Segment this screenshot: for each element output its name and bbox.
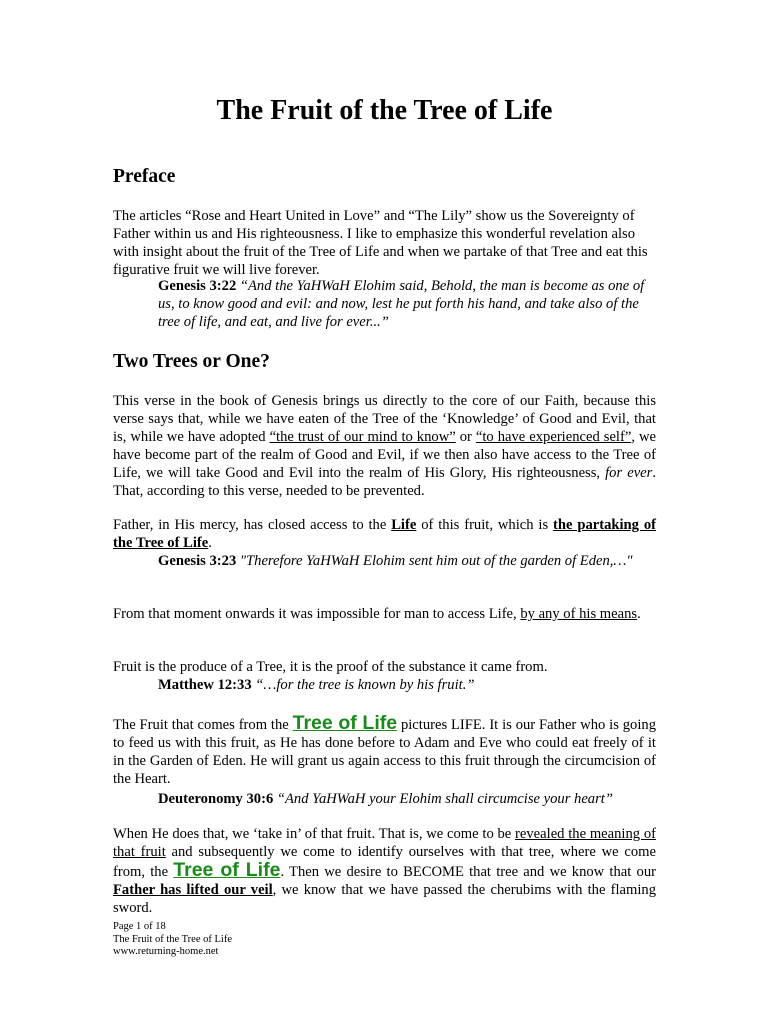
paragraph-take-in-fruit — [113, 825, 656, 917]
underlined-phrase: revealed the meaning of that fruit — [113, 826, 656, 860]
bold-underlined-phrase: the partaking of the Tree of Life — [113, 517, 657, 551]
bold-underlined-phrase: Life — [391, 517, 417, 533]
italic-phrase: for ever — [605, 465, 653, 481]
text-run: , we have become part of the realm of Good and Evil, if we then also have access to the Tree of Life, we will take Good and Evil into the realm of His Glory, His righteousness, — [113, 429, 656, 481]
section-heading-two-trees: Two Trees or One? — [113, 351, 270, 372]
text-run: This verse in the book of Genesis brings us directly to the core of our Faith, because this verse says that, while we have eaten of the Tree of the ‘Knowledge’ of Good and Evil, that is, while we have adopted — [113, 393, 656, 445]
preface-paragraph: The articles “Rose and Heart United in Love” and “The Lily” show us the Sovereignty of Father within us and His righteousness. I like to emphasize this wonderful revelation also with insight about the fruit of the Tree of Life and when we partake of that Tree and eat this figurative fruit we will live forever. — [113, 208, 648, 278]
paragraph-fruit-produce: Fruit is the produce of a Tree, it is the proof of the substance it came from. — [113, 659, 548, 675]
text-run: . — [208, 535, 212, 551]
paragraph-tree-of-life-fruit — [113, 714, 656, 788]
text-run: Father, in His mercy, has closed access to the — [113, 517, 392, 533]
footer-website: www.returning-home.net — [113, 946, 219, 957]
verse-text: “…for the tree is known by his fruit.” — [251, 677, 475, 693]
text-run: or — [455, 429, 476, 445]
footer-page-number: Page 1 of 18 — [113, 921, 166, 932]
paragraph-closed-access — [113, 516, 656, 552]
text-run: From that moment onwards it was impossible for man to access Life, — [113, 606, 521, 622]
text-run: . — [637, 606, 641, 622]
text-run: pictures LIFE. It is our Father who is going to feed us with this fruit, as He has done before to Adam and Eve who could eat freely of it in the Garden of Eden. He will grant us again access to this fruit through the circumcision of the Heart. — [113, 717, 656, 787]
verse-text: “And the YaHWaH Elohim said, Behold, the man is become as one of us, to know good and evil: and now, lest he put forth his hand, and take also of the tree of life, and eat, and live for ever...” — [158, 278, 645, 330]
text-run: , we know that we have passed the cherubims with the flaming sword. — [113, 882, 656, 916]
underlined-phrase: “the trust of our mind to know” — [269, 429, 456, 445]
text-run: and subsequently we come to identify ourselves with that tree, where we come from, the — [113, 844, 656, 880]
bold-underlined-phrase: Father has lifted our veil — [113, 882, 273, 898]
underlined-phrase: “to have experienced self” — [475, 429, 632, 445]
text-run: The Fruit that comes from the — [113, 717, 293, 733]
page-title: The Fruit of the Tree of Life — [216, 95, 553, 126]
verse-reference: Genesis 3:22 — [158, 278, 237, 294]
paragraph-impossible-access — [113, 605, 656, 623]
verse-matthew-12-33 — [158, 676, 656, 694]
text-run: of this fruit, which is — [416, 517, 554, 533]
paragraph-core-of-faith — [113, 392, 656, 500]
footer-document-title: The Fruit of the Tree of Life — [113, 933, 232, 945]
tree-of-life-highlight: Tree of Life — [292, 712, 398, 734]
text-run: . Then we desire to BECOME that tree and we know that our — [280, 864, 656, 880]
tree-of-life-highlight: Tree of Life — [173, 859, 281, 881]
verse-reference: Deuteronomy 30:6 — [158, 791, 274, 807]
page-footer — [113, 921, 232, 959]
verse-genesis-3-23 — [158, 552, 656, 570]
verse-text: "Therefore YaHWaH Elohim sent him out of the garden of Eden,…" — [236, 553, 633, 569]
text-run: When He does that, we ‘take in’ of that fruit. That is, we come to be — [113, 826, 516, 842]
underlined-phrase: by any of his means — [520, 606, 638, 622]
text-run: . That, according to this verse, needed to be prevented. — [113, 465, 656, 499]
verse-reference: Genesis 3:23 — [158, 553, 237, 569]
verse-reference: Matthew 12:33 — [158, 677, 252, 693]
preface-verse — [158, 277, 656, 331]
verse-text: “And YaHWaH your Elohim shall circumcise your heart” — [273, 791, 613, 807]
verse-deuteronomy-30-6 — [158, 790, 656, 808]
preface-heading: Preface — [113, 166, 176, 187]
